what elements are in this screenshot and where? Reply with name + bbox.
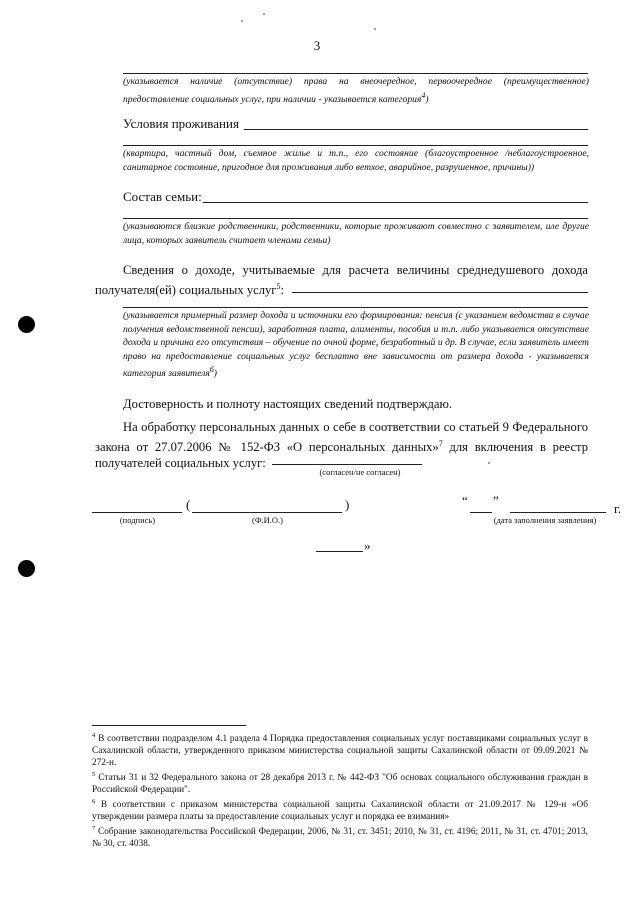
footnote-4: $^4$ В соответствии подразделом 4.1 раздела 4 Порядка предоставления социальных услуг поставщиками социальных услуг в Сахалинской области, утвержденного приказом министерства социальной защиты Сахалинской области от 09.09.2021 № 272-н.	[92, 732, 588, 769]
footnote-5: $^5$ Статьи 31 и 32 Федерального закона от 28 декабря 2013 г. № 442-ФЗ "Об основах социального обслуживания граждан в Российской Федерации".	[92, 771, 588, 796]
page-number: 3	[313, 38, 321, 53]
scan-speck	[374, 28, 376, 30]
footnote-7: $^7$ Собрание законодательства Российской Федерации, 2006, № 31, ст. 3451; 2010, № 31, ст. 4196; 2011, № 31, ст. 4701; 2013, № 30, ст. 4038.	[92, 825, 588, 850]
scan-speck	[263, 13, 265, 15]
income-paragraph: Сведения о доходе, учитываемые для расчета величины среднедушевого дохода получателя(ей) социальных услуг$^5$:	[95, 263, 588, 297]
year-suffix: г.	[614, 501, 622, 516]
consent-field[interactable]	[272, 464, 422, 465]
income-field-line2[interactable]	[123, 307, 588, 308]
consent-paragraph: На обработку персональных данных о себе в соответствии со статьей 9 Федерального закона от 27.07.2006 № 152-ФЗ «О персональных данных»$^7$ для включения в реестр получателей социальных услуг:	[95, 420, 588, 471]
date-quote-open: “	[462, 493, 468, 508]
living-conditions-label: Условия проживания	[123, 116, 239, 131]
income-field[interactable]	[292, 292, 588, 293]
signature-caption: (подпись)	[119, 515, 156, 525]
living-conditions-note: (квартира, частный дом, съемное жилье и т.п., его состояние (благоустроенное /неблагоустроенное, санитарное состояние, пригодное для проживания либо ветхое, аварийное, разрушенное, причины))	[123, 148, 589, 173]
punch-hole	[18, 316, 35, 333]
living-conditions-field-line2[interactable]	[123, 145, 588, 146]
footnotes-block	[92, 730, 588, 850]
closing-guillemet: »	[364, 538, 371, 553]
footnote-6: $^6$ В соответствии с приказом министерства социальной защиты Сахалинской области от 21.09.2017 № 129-н «Об утверждении размера платы за предоставление социальных услуг и порядка ее взимания»	[92, 798, 588, 823]
confirmation-text: Достоверность и полноту настоящих сведений подтверждаю.	[123, 397, 453, 411]
date-caption: (дата заполнения заявления)	[493, 515, 597, 525]
punch-hole	[18, 560, 35, 577]
date-quote-close: ”	[493, 493, 499, 508]
fio-field[interactable]	[192, 512, 342, 513]
family-field[interactable]	[203, 202, 588, 203]
scan-speck	[241, 20, 243, 22]
fio-caption: (Ф.И.О.)	[251, 515, 284, 525]
fio-paren-close: )	[345, 497, 350, 512]
consent-caption: (согласен/не согласен)	[319, 467, 401, 477]
date-day-field[interactable]	[470, 512, 492, 513]
living-conditions-field[interactable]	[244, 129, 588, 130]
category-note: (указывается наличие (отсутствие) права на внеочередное, первоочередное (преимущественное) предоставление социальных услуг, при наличии - указывается категория$^4$)	[123, 76, 589, 105]
closing-field[interactable]	[316, 551, 363, 552]
family-field-line2[interactable]	[123, 218, 588, 219]
footnote-separator	[92, 725, 246, 726]
signature-field[interactable]	[92, 512, 182, 513]
category-field-line	[123, 73, 588, 74]
income-note: (указывается примерный размер дохода и источники его формирования: пенсия (с указанием ведомства в случае получения ведомственной пенсии), заработная плата, алименты, пособия и т.п. либо указывается отсутствие дохода и причина его отсутствия – обучение по очной форме, безработный и др. В случае, если заявитель имеет право на предоставление социальных услуг бесплатно вне зависимости от размера дохода - указывается категория заявителя$^6$)	[123, 310, 589, 380]
fio-paren-open: (	[186, 497, 191, 512]
family-note: (указываются близкие родственники, родственники, которые проживают совместно с заявителем, иле другие лица, которых заявитель считает членами семьи)	[123, 221, 589, 246]
date-month-field[interactable]	[510, 512, 606, 513]
family-label: Состав семьи:	[123, 189, 202, 204]
